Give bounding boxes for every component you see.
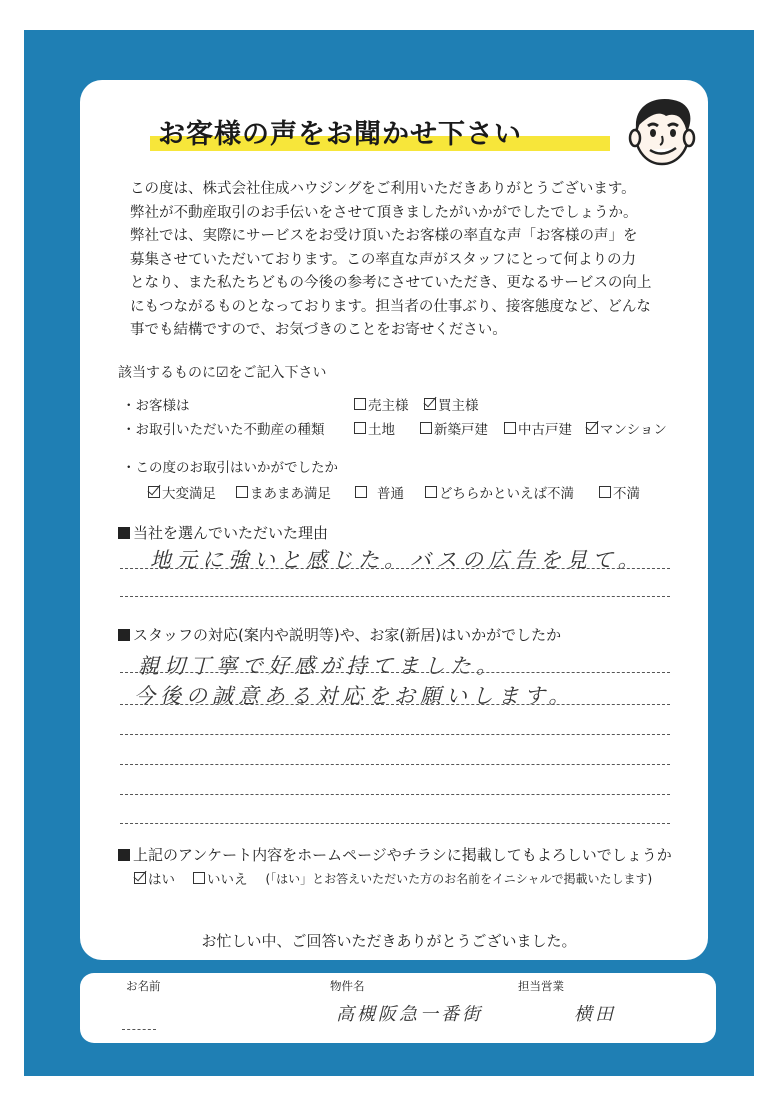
staff-answer-line: 親切丁寧で好感が持てました。	[138, 654, 502, 678]
answer-line	[120, 734, 670, 735]
section-reason-heading	[118, 522, 328, 543]
section-heading-text: 上記のアンケート内容をホームページやチラシに掲載してもよろしいでしょうか	[133, 846, 672, 864]
square-bullet-icon	[118, 849, 130, 861]
option-label: 新築戸建	[434, 422, 488, 438]
permit-no-label: いいえ	[207, 872, 248, 888]
intro-line: となり、また私たちどもの今後の参考にさせていただき、更なるサービスの向上	[130, 275, 652, 291]
page-title: お客様の声をお聞かせ下さい	[158, 119, 522, 150]
option-somewhat-dissatisfied[interactable]	[425, 482, 574, 502]
option-label: マンション	[600, 422, 667, 438]
instruction-text: 該当するものに☑をご記入下さい	[118, 365, 327, 381]
option-new-house[interactable]	[420, 418, 488, 438]
reason-answer: 地元に強いと感じた。バスの広告を見て。	[150, 548, 644, 572]
option-fairly-satisfied[interactable]	[236, 482, 331, 502]
permit-yes-label: はい	[148, 872, 175, 888]
staff-label: 担当営業	[518, 979, 564, 993]
option-label: 大変満足	[162, 486, 216, 502]
checkbox-icon[interactable]	[148, 486, 160, 498]
title-block	[150, 108, 610, 152]
checkbox-icon[interactable]	[354, 422, 366, 434]
smiling-man-face-icon	[620, 88, 704, 172]
intro-line: この度は、株式会社住成ハウジングをご利用いただきありがとうございます。	[130, 181, 636, 197]
checkbox-icon[interactable]	[236, 486, 248, 498]
checkbox-icon[interactable]	[424, 398, 436, 410]
option-label: 土地	[368, 422, 395, 438]
staff-answer-line: 今後の誠意ある対応をお願いします。	[134, 684, 575, 708]
staff-value: 横田	[574, 1004, 616, 1025]
answer-line	[120, 596, 670, 597]
intro-line: 弊社では、実際にサービスをお受け頂いたお客様の率直な声「お客様の声」を	[130, 228, 638, 244]
question-property-label: ・お取引いただいた不動産の種類	[122, 422, 325, 438]
checkbox-icon[interactable]	[134, 872, 146, 884]
name-field-line	[122, 1029, 156, 1030]
intro-line: 募集させていただいております。この率直な声がスタッフにとって何よりの力	[130, 251, 637, 268]
section-heading-text: スタッフの対応(案内や説明等)や、お家(新居)はいかがでしたか	[133, 626, 562, 644]
answer-line	[120, 764, 670, 765]
checkbox-icon[interactable]	[599, 486, 611, 498]
option-very-satisfied[interactable]	[148, 482, 216, 502]
question-satisfaction-label: ・この度のお取引はいかがでしたか	[122, 460, 338, 476]
answer-line	[120, 794, 670, 795]
permit-options	[134, 868, 652, 888]
option-dissatisfied[interactable]	[599, 482, 640, 502]
thanks-message: お忙しい中、ご回答いただきありがとうございました。	[201, 932, 577, 950]
checkbox-icon[interactable]	[193, 872, 205, 884]
option-mansion[interactable]	[586, 418, 667, 438]
option-label: どちらかといえば不満	[439, 486, 574, 502]
checkbox-icon[interactable]	[355, 486, 367, 498]
option-used-house[interactable]	[504, 418, 572, 438]
option-label: 売主様	[368, 398, 409, 414]
answer-line	[120, 568, 670, 569]
option-label: 買主様	[438, 398, 479, 414]
checkbox-icon[interactable]	[504, 422, 516, 434]
answer-line	[120, 704, 670, 705]
option-label: 不満	[613, 486, 640, 502]
option-label: まあまあ満足	[250, 486, 331, 502]
question-customer-label: ・お客様は	[122, 398, 190, 414]
checkbox-icon[interactable]	[354, 398, 366, 410]
answer-line	[120, 823, 670, 824]
section-heading-text: 当社を選んでいただいた理由	[133, 524, 329, 542]
section-permit-heading	[118, 844, 672, 865]
name-label: お名前	[126, 979, 161, 993]
intro-text	[130, 178, 690, 343]
checkbox-icon[interactable]	[420, 422, 432, 434]
option-buyer[interactable]	[424, 394, 479, 414]
answer-line	[120, 672, 670, 673]
checkbox-icon[interactable]	[586, 422, 598, 434]
intro-line: 事でも結構ですので、お気づきのことをお寄せください。	[130, 322, 507, 338]
intro-line: 弊社が不動産取引のお手伝いをさせて頂きましたがいかがでしたでしょうか。	[130, 204, 638, 221]
square-bullet-icon	[118, 527, 130, 539]
property-value: 高槻阪急一番街	[336, 1004, 483, 1025]
section-staff-heading	[118, 624, 561, 645]
intro-line: にもつながるものとなっております。担当者の仕事ぶり、接客態度など、どんな	[130, 298, 651, 315]
option-label: 普通	[377, 486, 404, 502]
square-bullet-icon	[118, 629, 130, 641]
permit-note: (「はい」とお答えいただいた方のお名前をイニシャルで掲載いたします)	[265, 871, 653, 886]
option-seller[interactable]	[354, 394, 409, 414]
option-land[interactable]	[354, 418, 395, 438]
option-neutral[interactable]	[355, 482, 404, 502]
checkbox-icon[interactable]	[425, 486, 437, 498]
option-label: 中古戸建	[518, 422, 572, 438]
property-label: 物件名	[330, 979, 365, 993]
